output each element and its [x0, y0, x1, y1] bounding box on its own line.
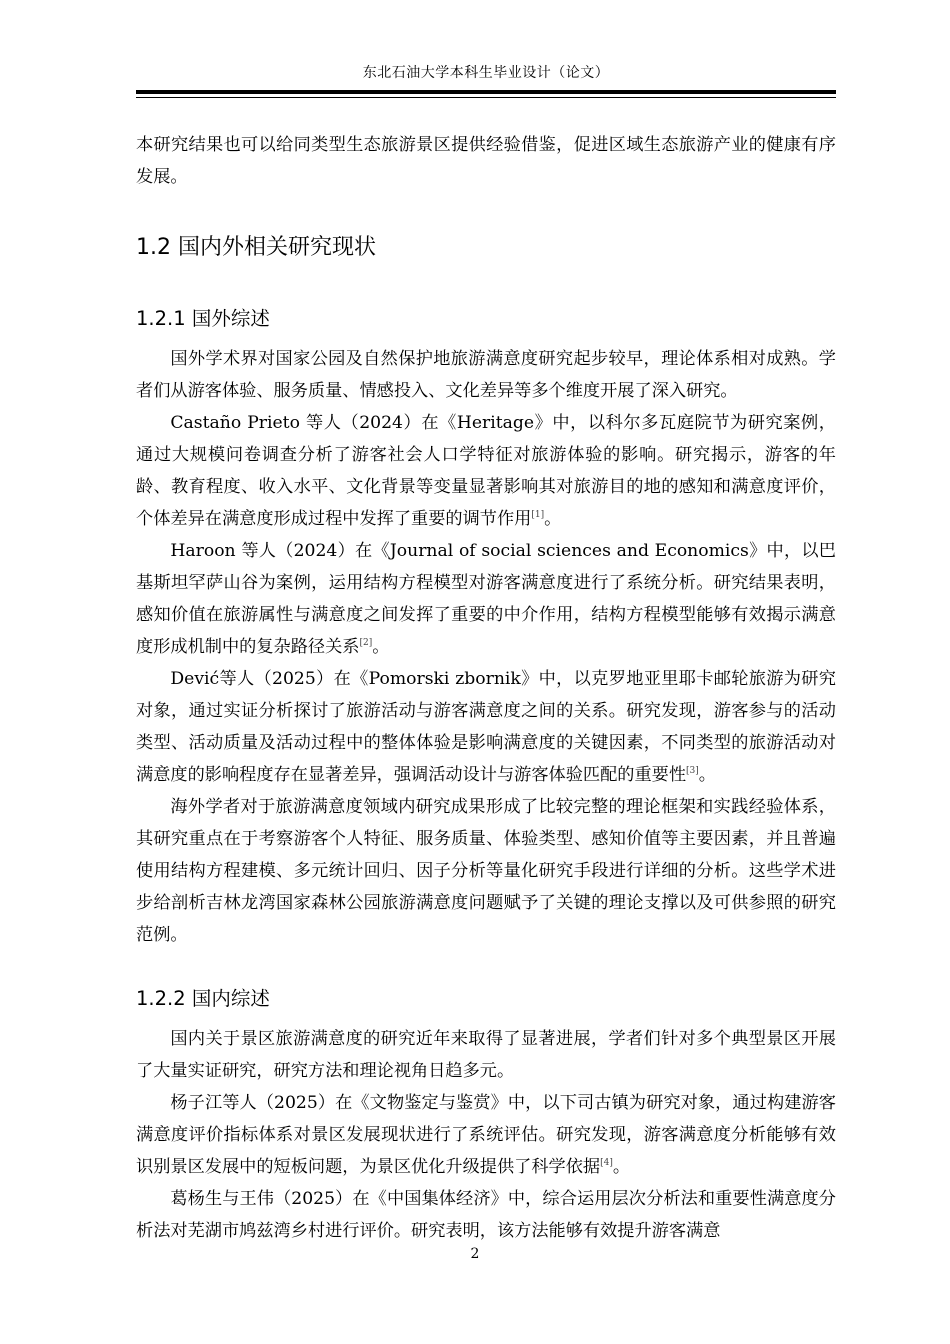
- header-rule-thin: [136, 97, 836, 98]
- header-rule-thick: [136, 90, 836, 94]
- body-content: [136, 129, 836, 1247]
- foreign-review-paragraph-4: Dević等人（2025）在《Pomorski zbornik》中，以克罗地亚里耶卡邮轮旅游为研究对象，通过实证分析探讨了旅游活动与游客满意度之间的关系。研究发现，游客参与的活动类型、活动质量及活动过程中的整体体验是影响满意度的关键因素，不同类型的旅游活动对满意度的影响程度存在显著差异，强调活动设计与游客体验匹配的重要性[3]。: [136, 669, 836, 785]
- citation-1[interactable]: [1]: [531, 510, 545, 520]
- subsection-heading-1-2-1: 1.2.1 国外综述: [136, 307, 270, 330]
- foreign-review-paragraph-3: Haroon 等人（2024）在《Journal of social sciences and Economics》中，以巴基斯坦罕萨山谷为案例，运用结构方程模型对游客满意度进行了系统分析。研究结果表明，感知价值在旅游属性与满意度之间发挥了重要的中介作用，结构方程模型能够有效揭示满意度形成机制中的复杂路径关系[2]。: [136, 541, 836, 657]
- intro-paragraph: 本研究结果也可以给同类型生态旅游景区提供经验借鉴，促进区域生态旅游产业的健康有序发展。: [136, 135, 836, 187]
- domestic-review-paragraph-1: 国内关于景区旅游满意度的研究近年来取得了显著进展，学者们针对多个典型景区开展了大量实证研究，研究方法和理论视角日趋多元。: [136, 1029, 836, 1081]
- domestic-review-paragraph-3: 葛杨生与王伟（2025）在《中国集体经济》中，综合运用层次分析法和重要性满意度分析法对芜湖市鸠兹湾乡村进行评价。研究表明，该方法能够有效提升游客满意: [136, 1189, 836, 1241]
- section-heading-1-2: 1.2 国内外相关研究现状: [136, 235, 376, 260]
- running-header: 东北石油大学本科生毕业设计（论文）: [362, 65, 610, 81]
- domestic-review-paragraph-2: 杨子江等人（2025）在《文物鉴定与鉴赏》中，以下司古镇为研究对象，通过构建游客满意度评价指标体系对景区发展现状进行了系统评估。研究发现，游客满意度分析能够有效识别景区发展中的短板问题，为景区优化升级提供了科学依据[4]。: [136, 1093, 836, 1177]
- foreign-review-paragraph-5: 海外学者对于旅游满意度领域内研究成果形成了比较完整的理论框架和实践经验体系，其研究重点在于考察游客个人特征、服务质量、体验类型、感知价值等主要因素，并且普遍使用结构方程建模、多元统计回归、因子分析等量化研究手段进行详细的分析。这些学术进步给剖析吉林龙湾国家森林公园旅游满意度问题赋予了关键的理论支撑以及可供参照的研究范例。: [136, 797, 836, 945]
- subsection-heading-1-2-2: 1.2.2 国内综述: [136, 987, 270, 1010]
- foreign-review-paragraph-1: 国外学术界对国家公园及自然保护地旅游满意度研究起步较早，理论体系相对成熟。学者们从游客体验、服务质量、情感投入、文化差异等多个维度开展了深入研究。: [136, 349, 836, 401]
- page-number: 2: [470, 1246, 480, 1262]
- citation-2[interactable]: [2]: [359, 638, 373, 648]
- citation-4[interactable]: [4]: [600, 1158, 613, 1168]
- foreign-review-paragraph-2: Castaño Prieto 等人（2024）在《Heritage》中，以科尔多瓦庭院节为研究案例，通过大规模问卷调查分析了游客社会人口学特征对旅游体验的影响。研究揭示，游客的年龄、教育程度、收入水平、文化背景等变量显著影响其对旅游目的地的感知和满意度评价，个体差异在满意度形成过程中发挥了重要的调节作用[1]。: [136, 413, 836, 529]
- citation-3[interactable]: [3]: [686, 766, 699, 776]
